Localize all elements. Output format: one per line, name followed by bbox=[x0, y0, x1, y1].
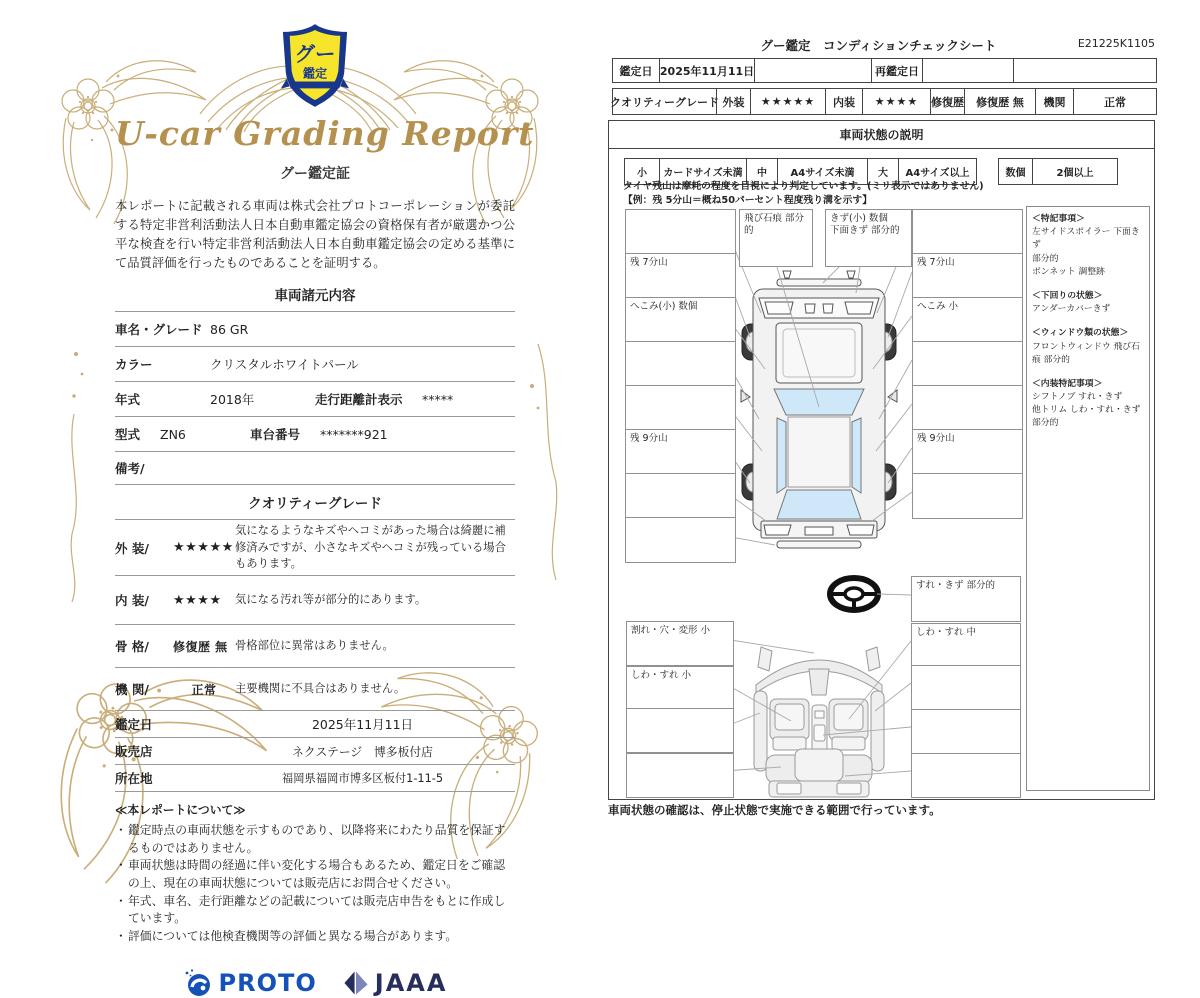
spec-value: クリスタルホワイトパール bbox=[210, 357, 359, 373]
info-label: 販売店 bbox=[115, 744, 153, 760]
info-label: 鑑定日 bbox=[115, 717, 153, 733]
interior-damage-label bbox=[626, 753, 734, 798]
svg-text:鑑定: 鑑定 bbox=[302, 66, 328, 81]
spec-row-model bbox=[115, 417, 515, 451]
info-value: 2025年11月11日 bbox=[311, 717, 414, 733]
certificate-page bbox=[40, 14, 560, 997]
bullet: ・ bbox=[115, 823, 127, 837]
car-top-view-drawing bbox=[741, 271, 897, 548]
size-large-key: 大 bbox=[867, 159, 898, 184]
about-item: ・ 年式、車名、走行距離などの記載については販売店申告をもとに作成しています。 bbox=[115, 893, 515, 928]
size-large-value: A4サイズ以上 bbox=[898, 159, 976, 184]
repair-history-label: 修復歴 bbox=[930, 89, 964, 114]
exterior-stars: ★★★★★ bbox=[750, 89, 825, 114]
damage-label-box bbox=[912, 473, 1023, 519]
steering-damage-label: すれ・きず 部分的 bbox=[911, 576, 1021, 622]
notes-group-underbody: ＜下回りの状態＞ アンダーカバーきず bbox=[1032, 290, 1144, 316]
certificate-content bbox=[115, 14, 535, 998]
certificate-subtitle: グー鑑定証 bbox=[280, 166, 350, 182]
spec-label: 車台番号 bbox=[250, 427, 301, 443]
damage-label-box bbox=[912, 209, 1023, 255]
info-value: ネクステージ 博多板付店 bbox=[292, 744, 433, 759]
bullet: ・ bbox=[115, 893, 127, 908]
grade-label: 内 装/ bbox=[115, 593, 149, 609]
grade-label: 外 装/ bbox=[115, 540, 149, 556]
goo-kantei-badge-icon bbox=[279, 22, 351, 108]
bullet: ・ bbox=[115, 929, 127, 944]
grade-stars: ★★★★★ bbox=[173, 540, 234, 556]
interior-damage-label: しわ・すれ 小 bbox=[626, 666, 734, 711]
size-small-value: カードサイズ未満 bbox=[659, 159, 746, 184]
divider bbox=[115, 791, 515, 792]
proto-logo bbox=[183, 968, 317, 998]
exterior-label: 外装 bbox=[716, 89, 750, 114]
size-medium-key: 中 bbox=[746, 159, 777, 184]
empty-cell bbox=[1013, 59, 1156, 82]
tire-tread-label: 残 7分山 bbox=[912, 253, 1023, 299]
spec-row-remarks bbox=[115, 452, 515, 484]
count-value: 2個以上 bbox=[1032, 159, 1117, 184]
spec-value: 2018年 bbox=[210, 392, 255, 408]
inspection-scope-note: 車両状態の確認は、停止状態で実施できる範囲で行っています。 bbox=[608, 803, 941, 817]
damage-label-stone-chips: 飛び石痕 部分的 bbox=[739, 209, 813, 267]
grade-row-engine bbox=[115, 668, 515, 710]
interior-damage-label bbox=[911, 665, 1021, 710]
about-report-notes bbox=[115, 802, 515, 946]
info-row-dealer bbox=[115, 738, 515, 764]
quality-grade-table bbox=[612, 88, 1157, 115]
bullet: ・ bbox=[115, 858, 127, 873]
spec-value: ZN6 bbox=[160, 426, 186, 442]
grade-value: 正常 bbox=[191, 682, 217, 697]
appraisal-date-table bbox=[612, 58, 1157, 83]
grade-stars: ★★★★ bbox=[173, 592, 222, 608]
spec-value: *******921 bbox=[320, 426, 388, 442]
damage-label-box bbox=[912, 341, 1023, 387]
jaaa-logo-icon bbox=[343, 968, 369, 998]
notes-title: ＜ウィンドウ類の状態＞ bbox=[1032, 328, 1129, 339]
proto-logo-text: PROTO bbox=[218, 968, 317, 997]
size-small-key: 小 bbox=[637, 168, 647, 179]
grade-section-title: クオリティーグレード bbox=[248, 496, 382, 513]
notes-title: ＜下回りの状態＞ bbox=[1032, 290, 1103, 301]
notes-title: ＜内装特記事項＞ bbox=[1032, 378, 1103, 389]
damage-label-box bbox=[625, 385, 736, 431]
spec-label: 型式 bbox=[115, 427, 141, 443]
count-key: 数個 bbox=[1005, 168, 1026, 179]
about-item: ・ 鑑定時点の車両状態を示すものであり、以降将来にわたり品質を保証するものではありません。 bbox=[115, 822, 515, 857]
condition-check-sheet bbox=[600, 30, 1157, 830]
count-legend-table bbox=[998, 158, 1118, 185]
engine-label: 機関 bbox=[1035, 89, 1073, 114]
interior-damage-label bbox=[911, 753, 1021, 798]
grade-row-frame bbox=[115, 625, 515, 667]
spec-value: 86 GR bbox=[210, 321, 249, 337]
info-row-address bbox=[115, 765, 515, 791]
notes-group-windows: ＜ウィンドウ類の状態＞ フロントウィンドウ 飛び石痕 部分的 bbox=[1032, 327, 1144, 367]
notes-group-interior: ＜内装特記事項＞ シフトノブ すれ・きず 他トリム しわ・すれ・きず 部分的 bbox=[1032, 378, 1144, 431]
notes-group-special: ＜特記事項＞ 左サイドスポイラー 下面きず 部分的 ボンネット 調整跡 bbox=[1032, 213, 1144, 279]
spec-label: 年式 bbox=[115, 392, 141, 408]
damage-label-dent: へこみ(小) 数個 bbox=[625, 297, 736, 343]
quality-grade-label: クオリティーグレード bbox=[610, 95, 719, 109]
tire-tread-label: 残 9分山 bbox=[912, 429, 1023, 475]
damage-label-scratch-underside: きず(小) 数個 下面きず 部分的 bbox=[825, 209, 912, 267]
size-medium-value: A4サイズ未満 bbox=[777, 159, 867, 184]
spec-value: ***** bbox=[422, 391, 454, 407]
grade-description: 骨格部位に異常はありません。 bbox=[235, 639, 394, 653]
grade-description: 気になる汚れ等が部分的にあります。 bbox=[235, 593, 427, 607]
damage-label-box bbox=[625, 517, 736, 563]
spec-row-name bbox=[115, 312, 515, 346]
notes-title: ＜特記事項＞ bbox=[1032, 214, 1085, 224]
empty-cell bbox=[754, 59, 871, 82]
grade-label: 骨 格/ bbox=[115, 639, 149, 655]
tire-note-line2: 【例：残 5分山＝概ね50パーセント程度残り溝を示す】 bbox=[623, 195, 872, 207]
info-value: 福岡県福岡市博多区板付1-11-5 bbox=[281, 772, 444, 786]
page-title: U-car Grading Report bbox=[115, 114, 535, 153]
about-item: ・ 車両状態は時間の経過に伴い変化する場合もあるため、鑑定日をご確認の上、現在の車両状態については販売店にお問合せください。 bbox=[115, 857, 515, 892]
condition-section-title: 車両状態の説明 bbox=[609, 121, 1154, 149]
spec-label: 走行距離計表示 bbox=[315, 392, 403, 408]
spec-label: カラー bbox=[115, 357, 153, 373]
interior-damage-label bbox=[911, 709, 1021, 754]
jaaa-logo-text: JAAA bbox=[374, 968, 448, 997]
jaaa-logo bbox=[343, 968, 448, 998]
spec-row-year bbox=[115, 382, 515, 416]
info-row-date bbox=[115, 711, 515, 737]
interior-damage-label: しわ・すれ 中 bbox=[911, 623, 1021, 668]
about-item: ・ 評価については他検査機関等の評価と異なる場合があります。 bbox=[115, 928, 515, 946]
about-title: ≪本レポートについて≫ bbox=[115, 803, 246, 818]
tire-tread-note bbox=[623, 180, 984, 208]
spec-row-color bbox=[115, 347, 515, 381]
engine-value: 正常 bbox=[1073, 89, 1156, 114]
damage-label-box bbox=[625, 473, 736, 519]
spec-section-title: 車両諸元内容 bbox=[274, 288, 356, 305]
spec-label: 車名・グレード bbox=[115, 322, 203, 338]
grade-description: 主要機関に不具合はありません。 bbox=[235, 682, 406, 696]
damage-label-box bbox=[625, 209, 736, 255]
tire-note-line1: タイヤ残山は摩耗の程度を目視により判定しています。(ミリ表示ではありません) bbox=[623, 181, 984, 192]
svg-text:グー: グー bbox=[294, 42, 336, 67]
damage-label-dent: へこみ 小 bbox=[912, 297, 1023, 343]
damage-label-box bbox=[912, 385, 1023, 431]
spec-label: 備考/ bbox=[115, 461, 145, 477]
tire-tread-label: 残 9分山 bbox=[625, 429, 736, 475]
sheet-code: E21225K1105 bbox=[1077, 37, 1155, 50]
appraisal-date-label: 鑑定日 bbox=[619, 64, 653, 78]
footer-logos bbox=[115, 968, 515, 998]
proto-logo-icon bbox=[183, 968, 213, 998]
vehicle-condition-box bbox=[608, 120, 1155, 800]
grade-row-exterior bbox=[115, 520, 515, 575]
steering-wheel-drawing bbox=[830, 578, 878, 610]
repair-history-value: 修復歴 無 bbox=[964, 89, 1035, 114]
interior-damage-label bbox=[626, 708, 734, 753]
info-label: 所在地 bbox=[115, 771, 153, 787]
damage-label-box bbox=[625, 341, 736, 387]
grade-description: 気になるようなキズやヘコミがあった場合は綺麗に補修済みですが、小さなキズやヘコミが残っている場合もあります。 bbox=[235, 524, 506, 570]
grade-value: 修復歴 無 bbox=[173, 639, 228, 654]
interior-stars: ★★★★ bbox=[862, 89, 930, 114]
sheet-title: グー鑑定 コンディションチェックシート bbox=[760, 38, 997, 53]
grade-row-interior bbox=[115, 576, 515, 624]
interior-damage-label: 割れ・穴・変形 小 bbox=[626, 621, 734, 666]
tire-tread-label: 残 7分山 bbox=[625, 253, 736, 299]
special-notes-column bbox=[1026, 206, 1150, 791]
appraisal-date-value: 2025年11月11日 bbox=[659, 59, 754, 82]
interior-label: 内装 bbox=[825, 89, 862, 114]
grade-label: 機 関/ bbox=[115, 682, 149, 698]
empty-cell bbox=[922, 59, 1013, 82]
certificate-statement: 本レポートに記載される車両は株式会社プロトコーポレーションが委託する特定非営利活動法人日本自動車鑑定協会の資格保有者が厳選かつ公平な検査を行い特定非営利活動法人日本自動車鑑定協会の定める基準にて品質評価を行ったものであることを証明する。 bbox=[115, 199, 515, 271]
reappraisal-date-label: 再鑑定日 bbox=[871, 59, 922, 82]
